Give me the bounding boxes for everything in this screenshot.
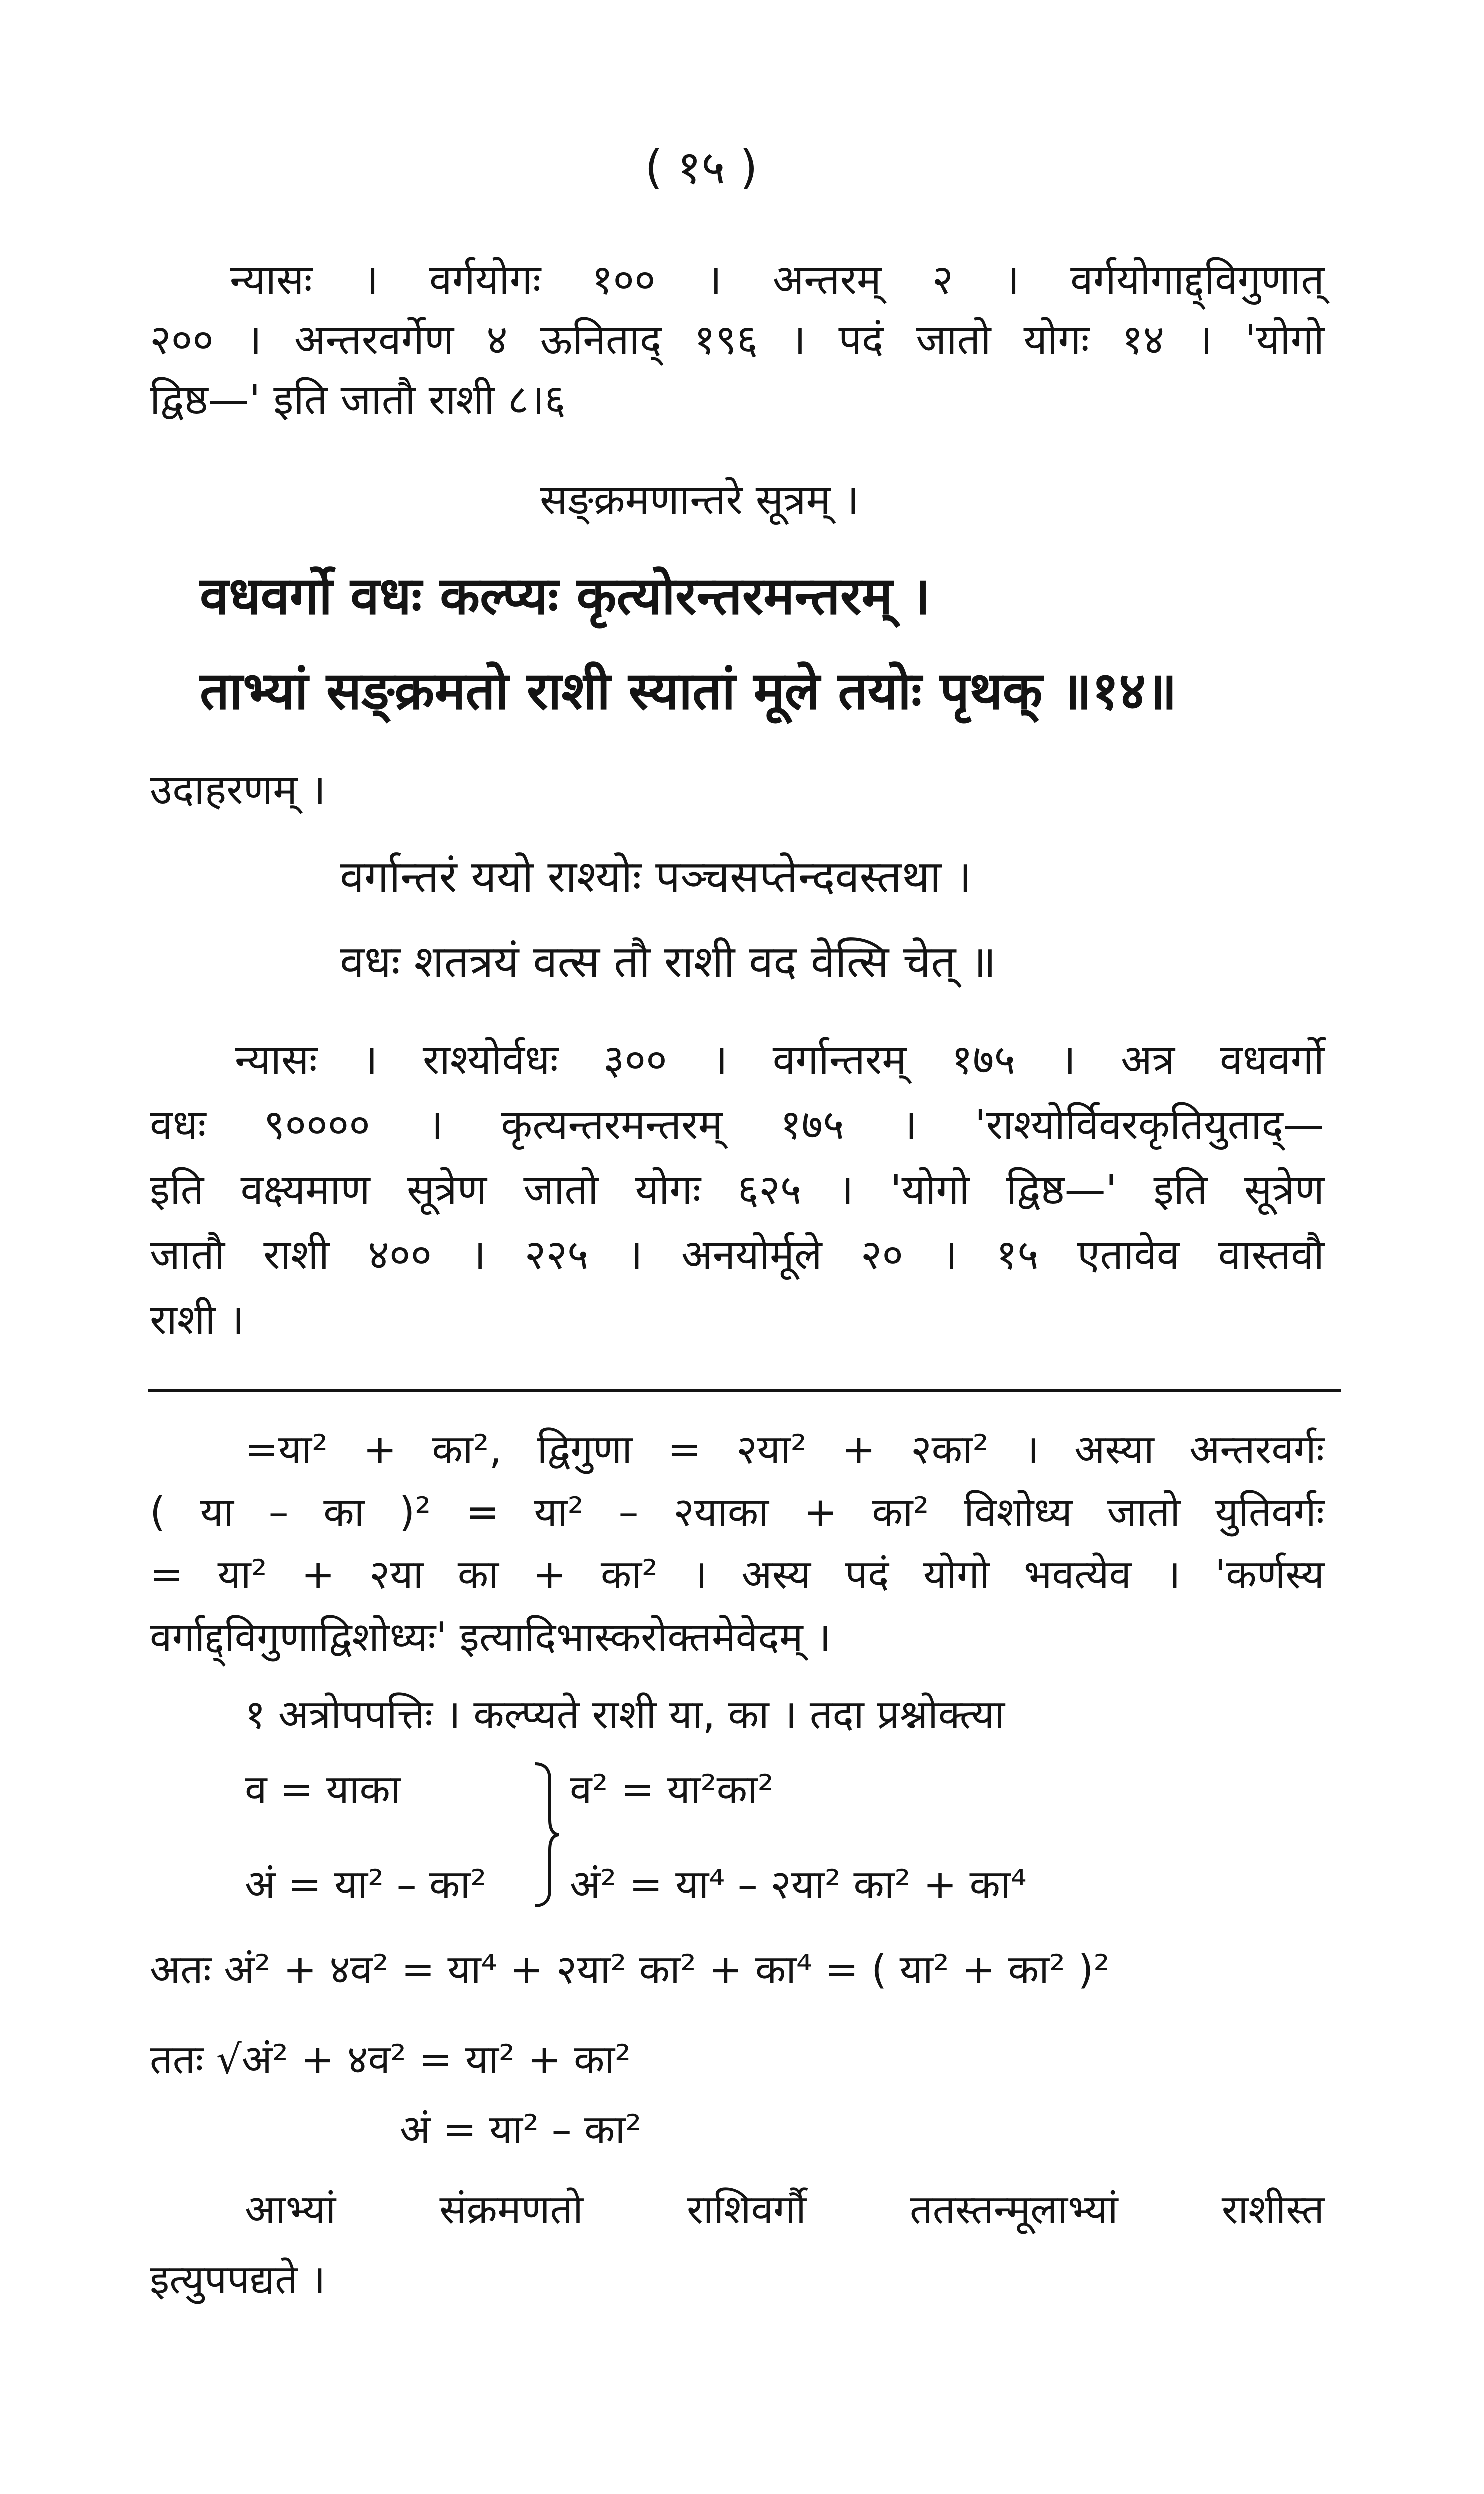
nyasa2-line4: जातौ राशी ४०० । २२५ । अनयोर्मूले २० । १५ एतावेव वास्तवौ xyxy=(150,1232,1324,1279)
sutra-line2: ताभ्यां सङ्क्रमतो राशी स्यातां मूले तयोः पृथक् ॥१४॥ xyxy=(200,660,1177,722)
equation-5: अं = या² – का² xyxy=(400,2106,642,2153)
equation-4: ततः √अं² + ४व² = या² + का² xyxy=(150,2036,631,2083)
verse-line1: वर्गान्तरं ययो राश्योः पञ्चसप्तेन्दवस्तथा । xyxy=(340,851,972,902)
nyasa1-line3: द्विष्ठ—' इति जातौ राशी ८।६ xyxy=(150,376,566,424)
nyasa1-line2: २०० । अन्तरवर्गेण ४ ऊनिताद् १९६ । पदं जातो योगः १४ । 'योगो xyxy=(150,316,1324,364)
nyasa2-line2: वधः ९०००० । कृत्यन्तरमन्तरम् १७५ । 'राश्योर्विवरकृतियुताद्— xyxy=(150,1102,1324,1149)
sutra-line1: वधवर्गो वधः कल्प्यः कृत्योरन्तरमन्तरम् । xyxy=(200,566,931,626)
nyasa2-line5: राशी । xyxy=(150,1296,244,1344)
equation-2-left: अं = या² – का² xyxy=(245,1862,487,1908)
udaharana-heading: उदाहरणम् । xyxy=(150,766,326,814)
footnote-closing-line1: आभ्यां संक्रमणतो राशिवर्गौ ततस्तन्मूलाभ्यां राशीस्त xyxy=(245,2186,1324,2233)
equation-1-right: व² = या²का² xyxy=(570,1766,774,1813)
verse-line2: वधः शतत्रयं वत्स तौ राशी वद वेत्सि चेत् ॥ xyxy=(340,936,996,988)
equation-2-right: अं² = या⁴ – २या² का² + का⁴ xyxy=(570,1862,1027,1908)
nyasa2-line3: इति वक्ष्यमाण सूत्रेण जातो योगः ६२५ । 'योगो द्विष्ठ—' इति सूत्रेण xyxy=(150,1166,1324,1214)
footnote-divider xyxy=(148,1389,1341,1392)
footnote-cont-line3: = या² + २या का + का² । अस्य पदं योगो भवत्येव । 'कर्णस्य xyxy=(150,1552,1324,1598)
brace-symbol xyxy=(530,1760,560,1910)
equation-1-left: व = याका xyxy=(245,1766,401,1813)
footnote-cont-line4: वर्गाद्द्विगुणाद्विशोध्यः' इत्यादिभास्करोक्तमेवेदम् । xyxy=(150,1614,831,1660)
nyasa1-line1: न्यासः । वर्गयोगः १०० । अन्तरम् २ । वर्गयोगाद्द्विगुणात् xyxy=(230,256,1324,304)
nyasa2-line1: न्यासः । राश्योर्वधः ३०० । वर्गान्तरम् १७५ । अत्र वधवर्गो xyxy=(235,1036,1324,1084)
equation-3: अतः अं² + ४व² = या⁴ + २या² का² + का⁴ = ( या² + का² )² xyxy=(150,1946,1110,1993)
sutra-heading: सङ्क्रमणान्तरे सूत्रम् । xyxy=(540,476,859,524)
page-number: ( १५ ) xyxy=(645,141,758,194)
footnote-cont-line2: ( या – का )² = या² – २याका + का² विशोध्य जातो युतिवर्गः xyxy=(150,1489,1324,1536)
footnote-closing-line2: इत्युपपद्यते । xyxy=(150,2256,326,2303)
footnote-cont-line1: =या² + का², द्विगुणा = २या² + २का² । अस्या अन्तरवर्गः xyxy=(245,1426,1324,1473)
footnote-upapatti-intro: १ अत्रोपपत्तिः । कल्प्यते राशी या, का । तदा प्रश्नोक्त्या xyxy=(245,1692,1005,1738)
